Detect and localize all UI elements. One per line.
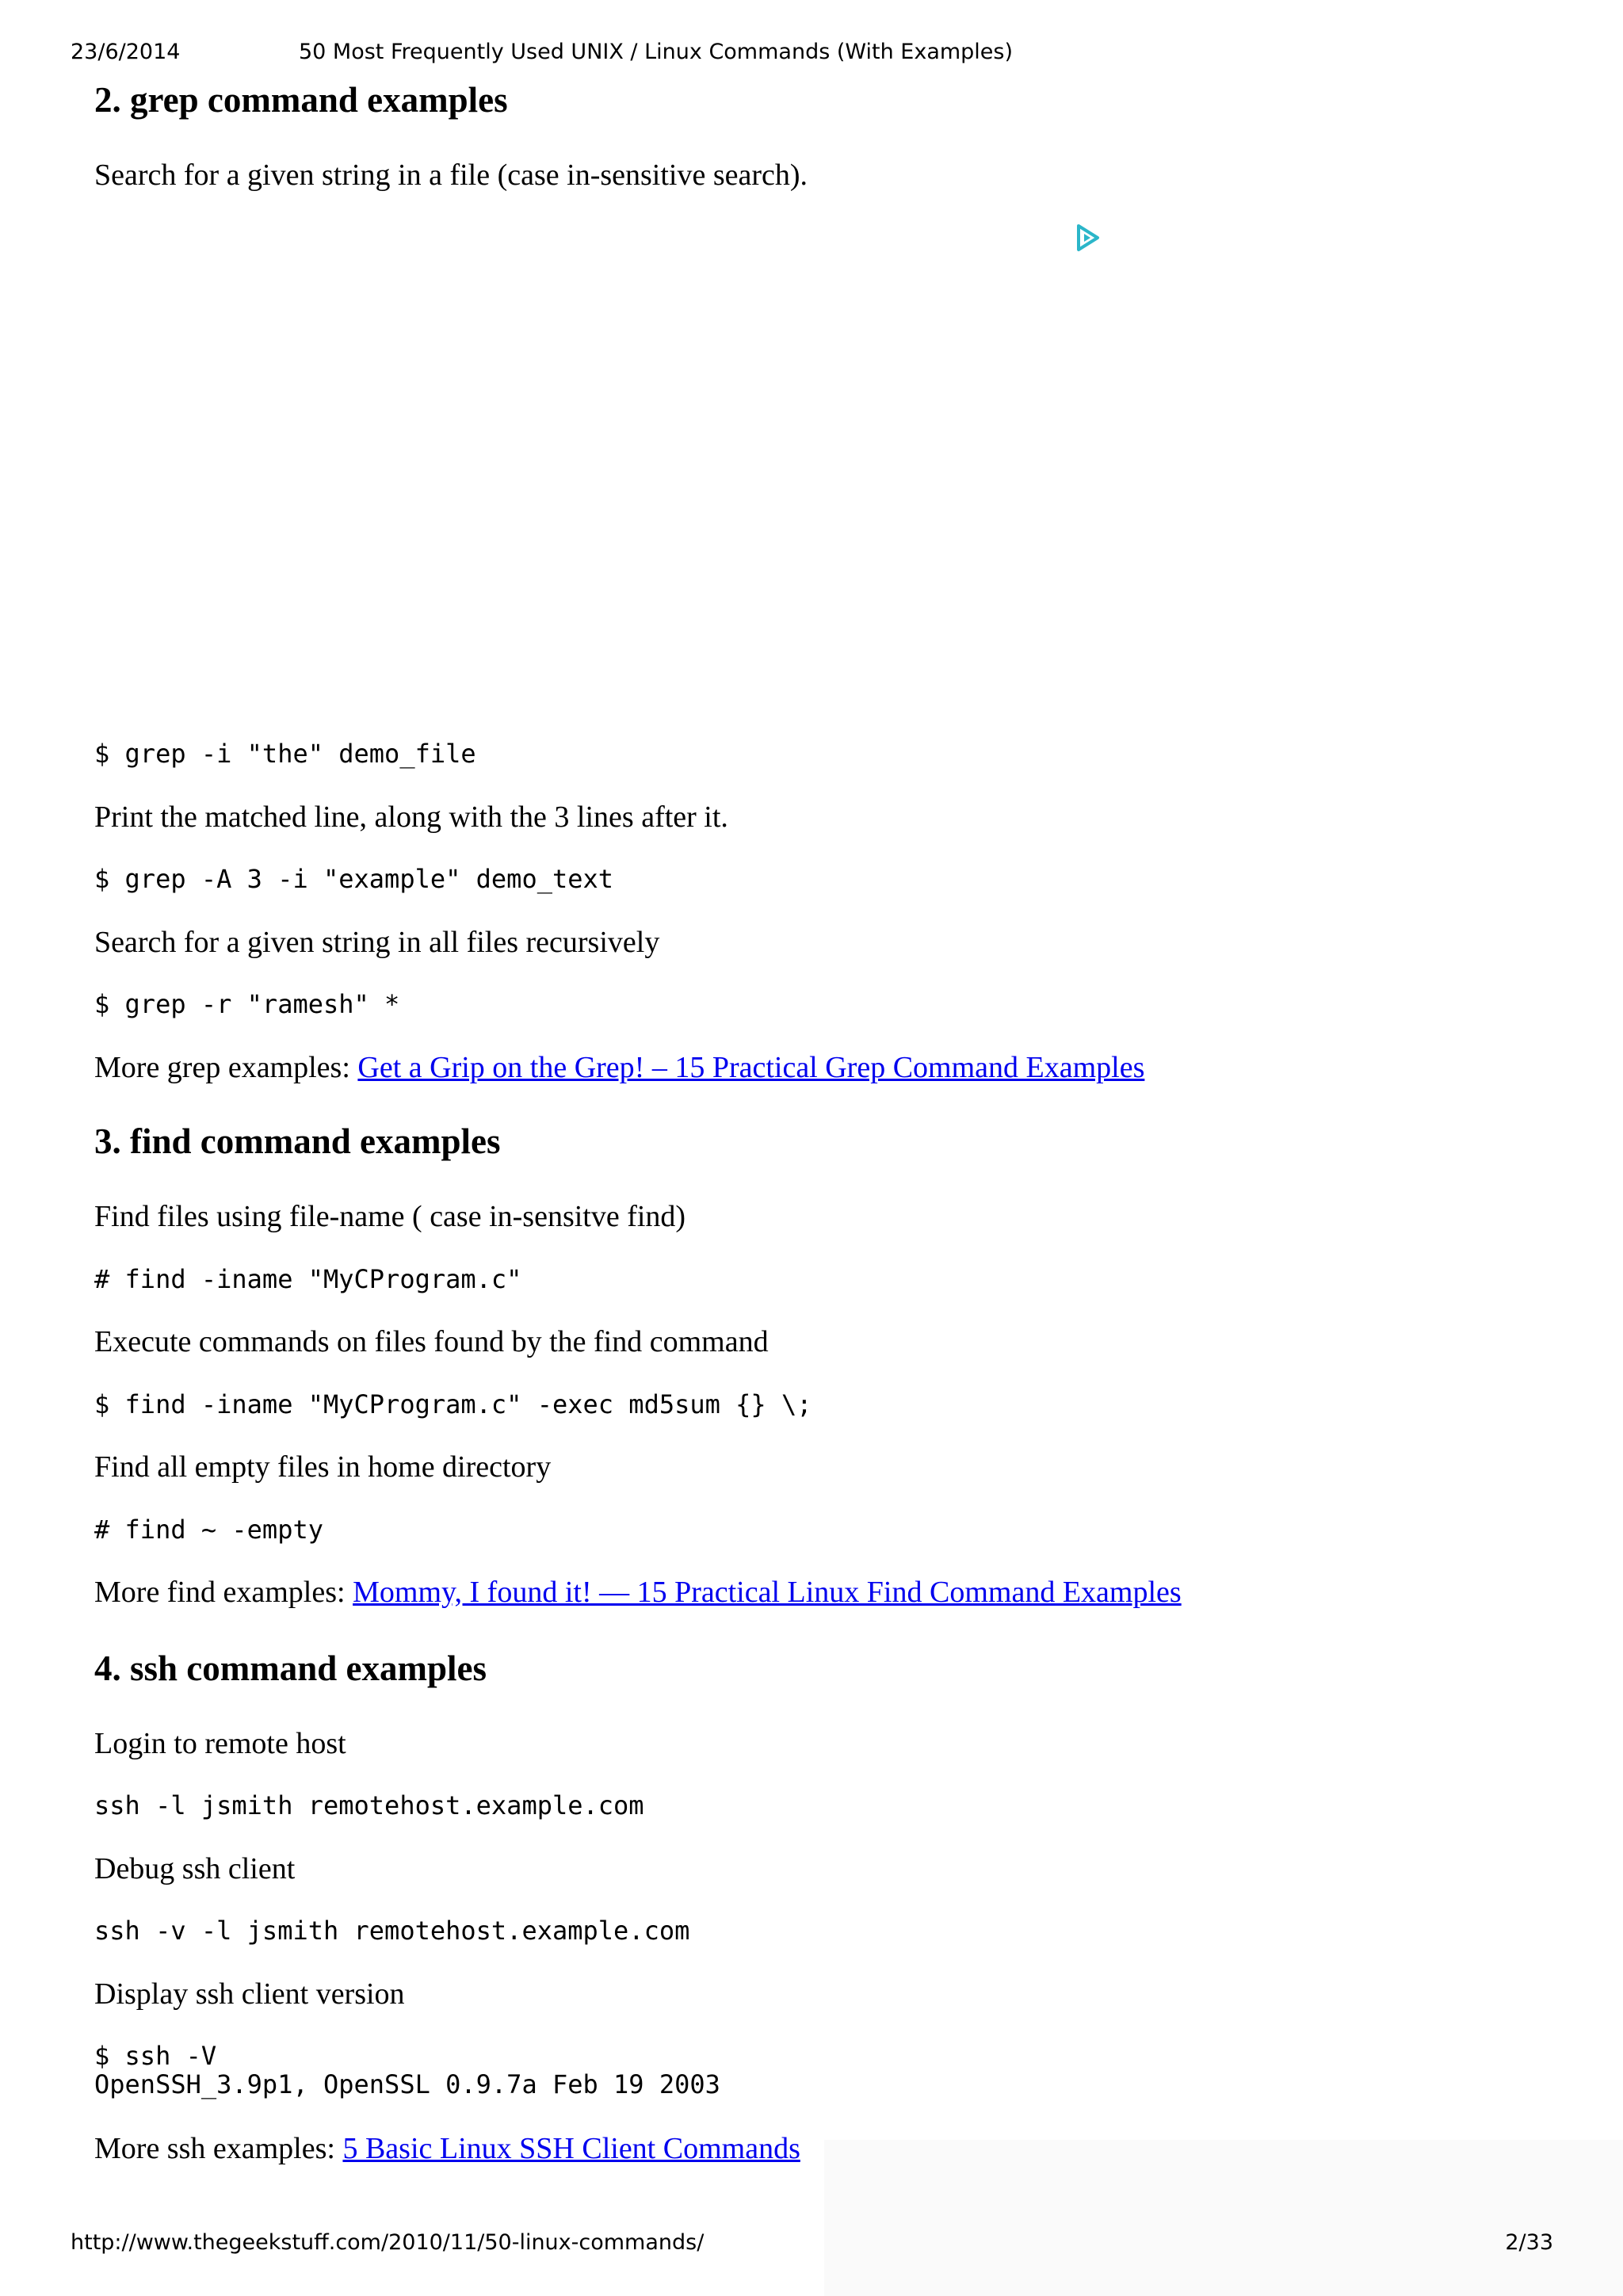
find-more-link[interactable]: Mommy, I found it! — 15 Practical Linux Find Command Examples — [353, 1576, 1182, 1609]
find-more-label: More find examples: — [94, 1576, 353, 1609]
page-number: 2/33 — [1505, 2230, 1553, 2255]
ssh-desc-2: Debug ssh client — [94, 1852, 296, 1885]
grep-more-link[interactable]: Get a Grip on the Grep! – 15 Practical Grep Command Examples — [357, 1051, 1145, 1084]
find-code-1: # find -iname "MyCProgram.c" — [94, 1264, 522, 1294]
ssh-code-3: $ ssh -V OpenSSH_3.9p1, OpenSSL 0.9.7a Feb 19 2003 — [94, 2041, 720, 2099]
find-desc-2: Execute commands on files found by the find command — [94, 1325, 769, 1358]
print-date: 23/6/2014 — [71, 40, 181, 64]
ad-placeholder[interactable] — [94, 214, 1117, 705]
ssh-desc-3: Display ssh client version — [94, 1977, 405, 2011]
grep-desc-1: Search for a given string in a file (case in-sensitive search). — [94, 159, 808, 192]
grep-desc-3: Search for a given string in all files recursively — [94, 926, 660, 959]
find-desc-1: Find files using file-name ( case in-sensitve find) — [94, 1200, 686, 1233]
grep-code-2: $ grep -A 3 -i "example" demo_text — [94, 864, 614, 894]
grep-more — [94, 1050, 1144, 1085]
find-code-2: $ find -iname "MyCProgram.c" -exec md5sum {} \; — [94, 1389, 812, 1419]
ssh-code-2: ssh -v -l jsmith remotehost.example.com — [94, 1916, 690, 1946]
find-desc-3: Find all empty files in home directory — [94, 1450, 552, 1484]
grep-heading: 2. grep command examples — [94, 80, 508, 120]
grep-desc-2: Print the matched line, along with the 3 lines after it. — [94, 800, 728, 834]
background-strip — [824, 2140, 1623, 2296]
grep-more-label: More grep examples: — [94, 1051, 358, 1084]
find-code-3: # find ~ -empty — [94, 1515, 323, 1545]
ssh-heading: 4. ssh command examples — [94, 1648, 487, 1688]
find-more — [94, 1575, 1182, 1610]
grep-code-1: $ grep -i "the" demo_file — [94, 739, 476, 769]
find-heading: 3. find command examples — [94, 1121, 501, 1161]
ssh-code-1: ssh -l jsmith remotehost.example.com — [94, 1790, 644, 1820]
print-url: http://www.thegeekstuff.com/2010/11/50-linux-commands/ — [71, 2230, 705, 2255]
adchoices-icon[interactable] — [1074, 222, 1102, 254]
ssh-more — [94, 2131, 800, 2166]
ssh-more-link[interactable]: 5 Basic Linux SSH Client Commands — [342, 2132, 800, 2165]
grep-code-3: $ grep -r "ramesh" * — [94, 989, 400, 1019]
ssh-desc-1: Login to remote host — [94, 1727, 346, 1760]
ssh-more-label: More ssh examples: — [94, 2132, 343, 2165]
print-title: 50 Most Frequently Used UNIX / Linux Commands (With Examples) — [298, 40, 1014, 64]
